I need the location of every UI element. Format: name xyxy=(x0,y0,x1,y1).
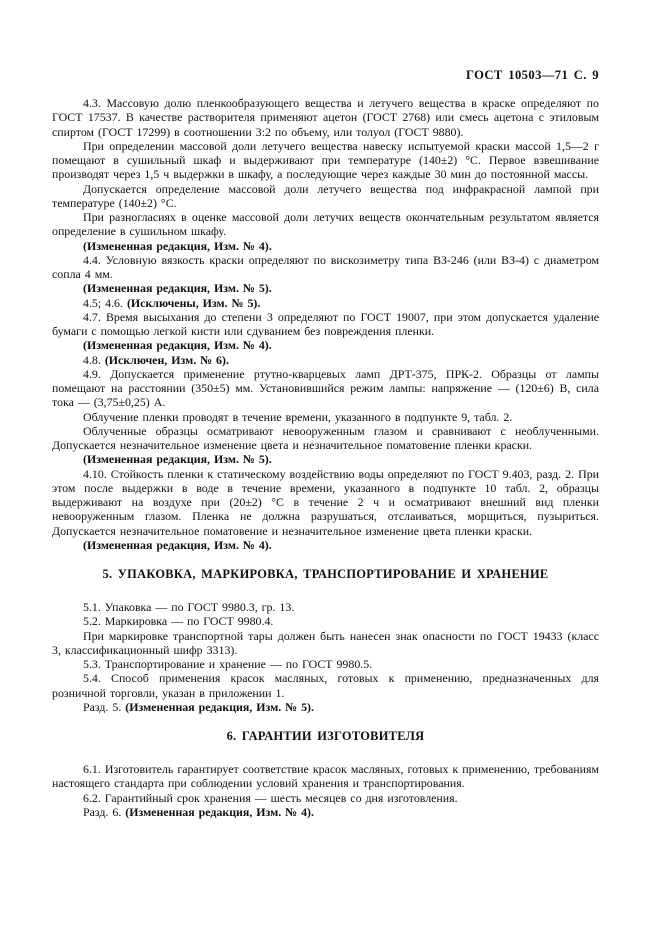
amendment-note: (Измененная редакция, Изм. № 4). xyxy=(83,238,272,253)
page-header-gost-number: ГОСТ 10503—71 С. 9 xyxy=(465,68,599,82)
clause-4-9-paragraph-2: Облучение пленки проводят в течение времени, указанного в подпункте 9, табл. 2. xyxy=(83,409,513,424)
clause-number: 4.8. xyxy=(83,352,105,367)
clause-4-10-paragraph: 4.10. Стойкость пленки к статическому воздействию воды определяют по ГОСТ 9.403, разд. 2. При этом после выдержки в воде в течение времени, указанного в подпункте 10 табл. 2, образцы выдерживают на воздухе при (20±2) °С в течение 2 ч и осматривают внешний вид пленки невооруженным глазом. Пленка не должна разрушаться, отслаиваться, морщиться, пузыриться. Допускается незначительное поматовение и незначительное изменение цвета пленки краски. xyxy=(52,466,599,538)
clause-6-2-paragraph: 6.2. Гарантийный срок хранения — шесть месяцев со дня изготовления. xyxy=(83,790,458,805)
section-ref: Разд. 5. xyxy=(83,699,126,714)
clause-5-2-paragraph-2: При маркировке транспортной тары должен быть нанесен знак опасности по ГОСТ 19433 (класс 3, классификационный шифр 3313). xyxy=(52,628,599,657)
clause-6-1-paragraph: 6.1. Изготовитель гарантирует соответствие красок масляных, готовых к применению, требованиям настоящего стандарта при соблюдении условий хранения и транспортирования. xyxy=(52,762,599,791)
clause-4-9-paragraph: 4.9. Допускается применение ртутно-кварцевых ламп ДРТ-375, ПРК-2. Образцы от лампы помещают на расстоянии (350±5) мм. Установившийся режим лампы: напряжение — (120±6) В, сила тока — (3,75±0,25) А. xyxy=(52,366,599,410)
amendment-note: (Измененная редакция, Изм. № 5). xyxy=(125,699,314,714)
exclusion-note: (Исключен, Изм. № 6). xyxy=(104,352,229,367)
section-ref: Разд. 6. xyxy=(83,804,126,819)
amendment-note: (Измененная редакция, Изм. № 4). xyxy=(125,804,314,819)
amendment-note: (Измененная редакция, Изм. № 4). xyxy=(83,338,272,353)
clause-4-3-paragraph-4: При разногласиях в оценке массовой доли летучих веществ окончательным результатом является определение в сушильном шкафу. xyxy=(52,210,599,239)
clause-4-4-paragraph: 4.4. Условную вязкость краски определяют по вискозиметру типа ВЗ-246 (или ВЗ-4) с диаметром сопла 4 мм. xyxy=(52,252,599,281)
amendment-note: (Измененная редакция, Изм. № 5). xyxy=(83,281,272,296)
clause-5-1-paragraph: 5.1. Упаковка — по ГОСТ 9980.3, гр. 13. xyxy=(83,600,295,614)
clause-4-3-paragraph-3: Допускается определение массовой доли летучего вещества под инфракрасной лампой при температуре (140±2) °С. xyxy=(52,181,599,210)
clause-5-4-paragraph: 5.4. Способ применения красок масляных, готовых к применению, предназначенных для розничной торговли, указан в приложении 1. xyxy=(52,671,599,700)
document-body xyxy=(52,96,599,819)
clause-4-3-paragraph-2: При определении массовой доли летучего вещества навеску испытуемой краски массой 1,5—2 г помещают в сушильный шкаф и выдерживают при температуре (140±2) °С. Первое взвешивание производят через 1,5 ч выдержки в шкафу, а последующие через каждые 30 мин до постоянной массы. xyxy=(52,138,599,182)
exclusion-note: (Исключены, Изм. № 5). xyxy=(126,295,261,310)
clause-number: 4.5; 4.6. xyxy=(83,295,127,310)
clause-4-3-paragraph: 4.3. Массовую долю пленкообразующего вещества и летучего вещества в краске определяют по ГОСТ 17537. В качестве растворителя применяют ацетон (ГОСТ 2768) или смесь ацетона с этиловым спиртом (ГОСТ 17299) в соотношении 3:2 по объему, или толуол (ГОСТ 9880). xyxy=(52,96,599,139)
clause-4-7-paragraph: 4.7. Время высыхания до степени 3 определяют по ГОСТ 19007, при этом допускается удаление бумаги с помощью легкой кисти или сдуванием без повреждения пленки. xyxy=(52,309,599,338)
clause-4-8-excluded xyxy=(52,353,599,367)
section-5-amendment-note xyxy=(52,700,599,714)
section-6-amendment-note xyxy=(52,805,599,819)
clause-5-3-paragraph: 5.3. Транспортирование и хранение — по ГОСТ 9980.5. xyxy=(83,657,373,671)
clauses-4-5-4-6-excluded xyxy=(52,296,599,310)
clause-4-9-paragraph-3: Облученные образцы осматривают невооруженным глазом и сравнивают с необлученными. Допускается незначительное изменение цвета и незначительное поматовение пленки краски. xyxy=(52,423,599,452)
clause-5-2-paragraph: 5.2. Маркировка — по ГОСТ 9980.4. xyxy=(83,614,274,629)
amendment-note: (Измененная редакция, Изм. № 4). xyxy=(83,537,272,552)
section-6-heading: 6. ГАРАНТИИ ИЗГОТОВИТЕЛЯ xyxy=(226,729,425,743)
section-5-heading: 5. УПАКОВКА, МАРКИРОВКА, ТРАНСПОРТИРОВАНИЕ И ХРАНЕНИЕ xyxy=(102,567,549,581)
amendment-note: (Измененная редакция, Изм. № 5). xyxy=(83,452,272,467)
